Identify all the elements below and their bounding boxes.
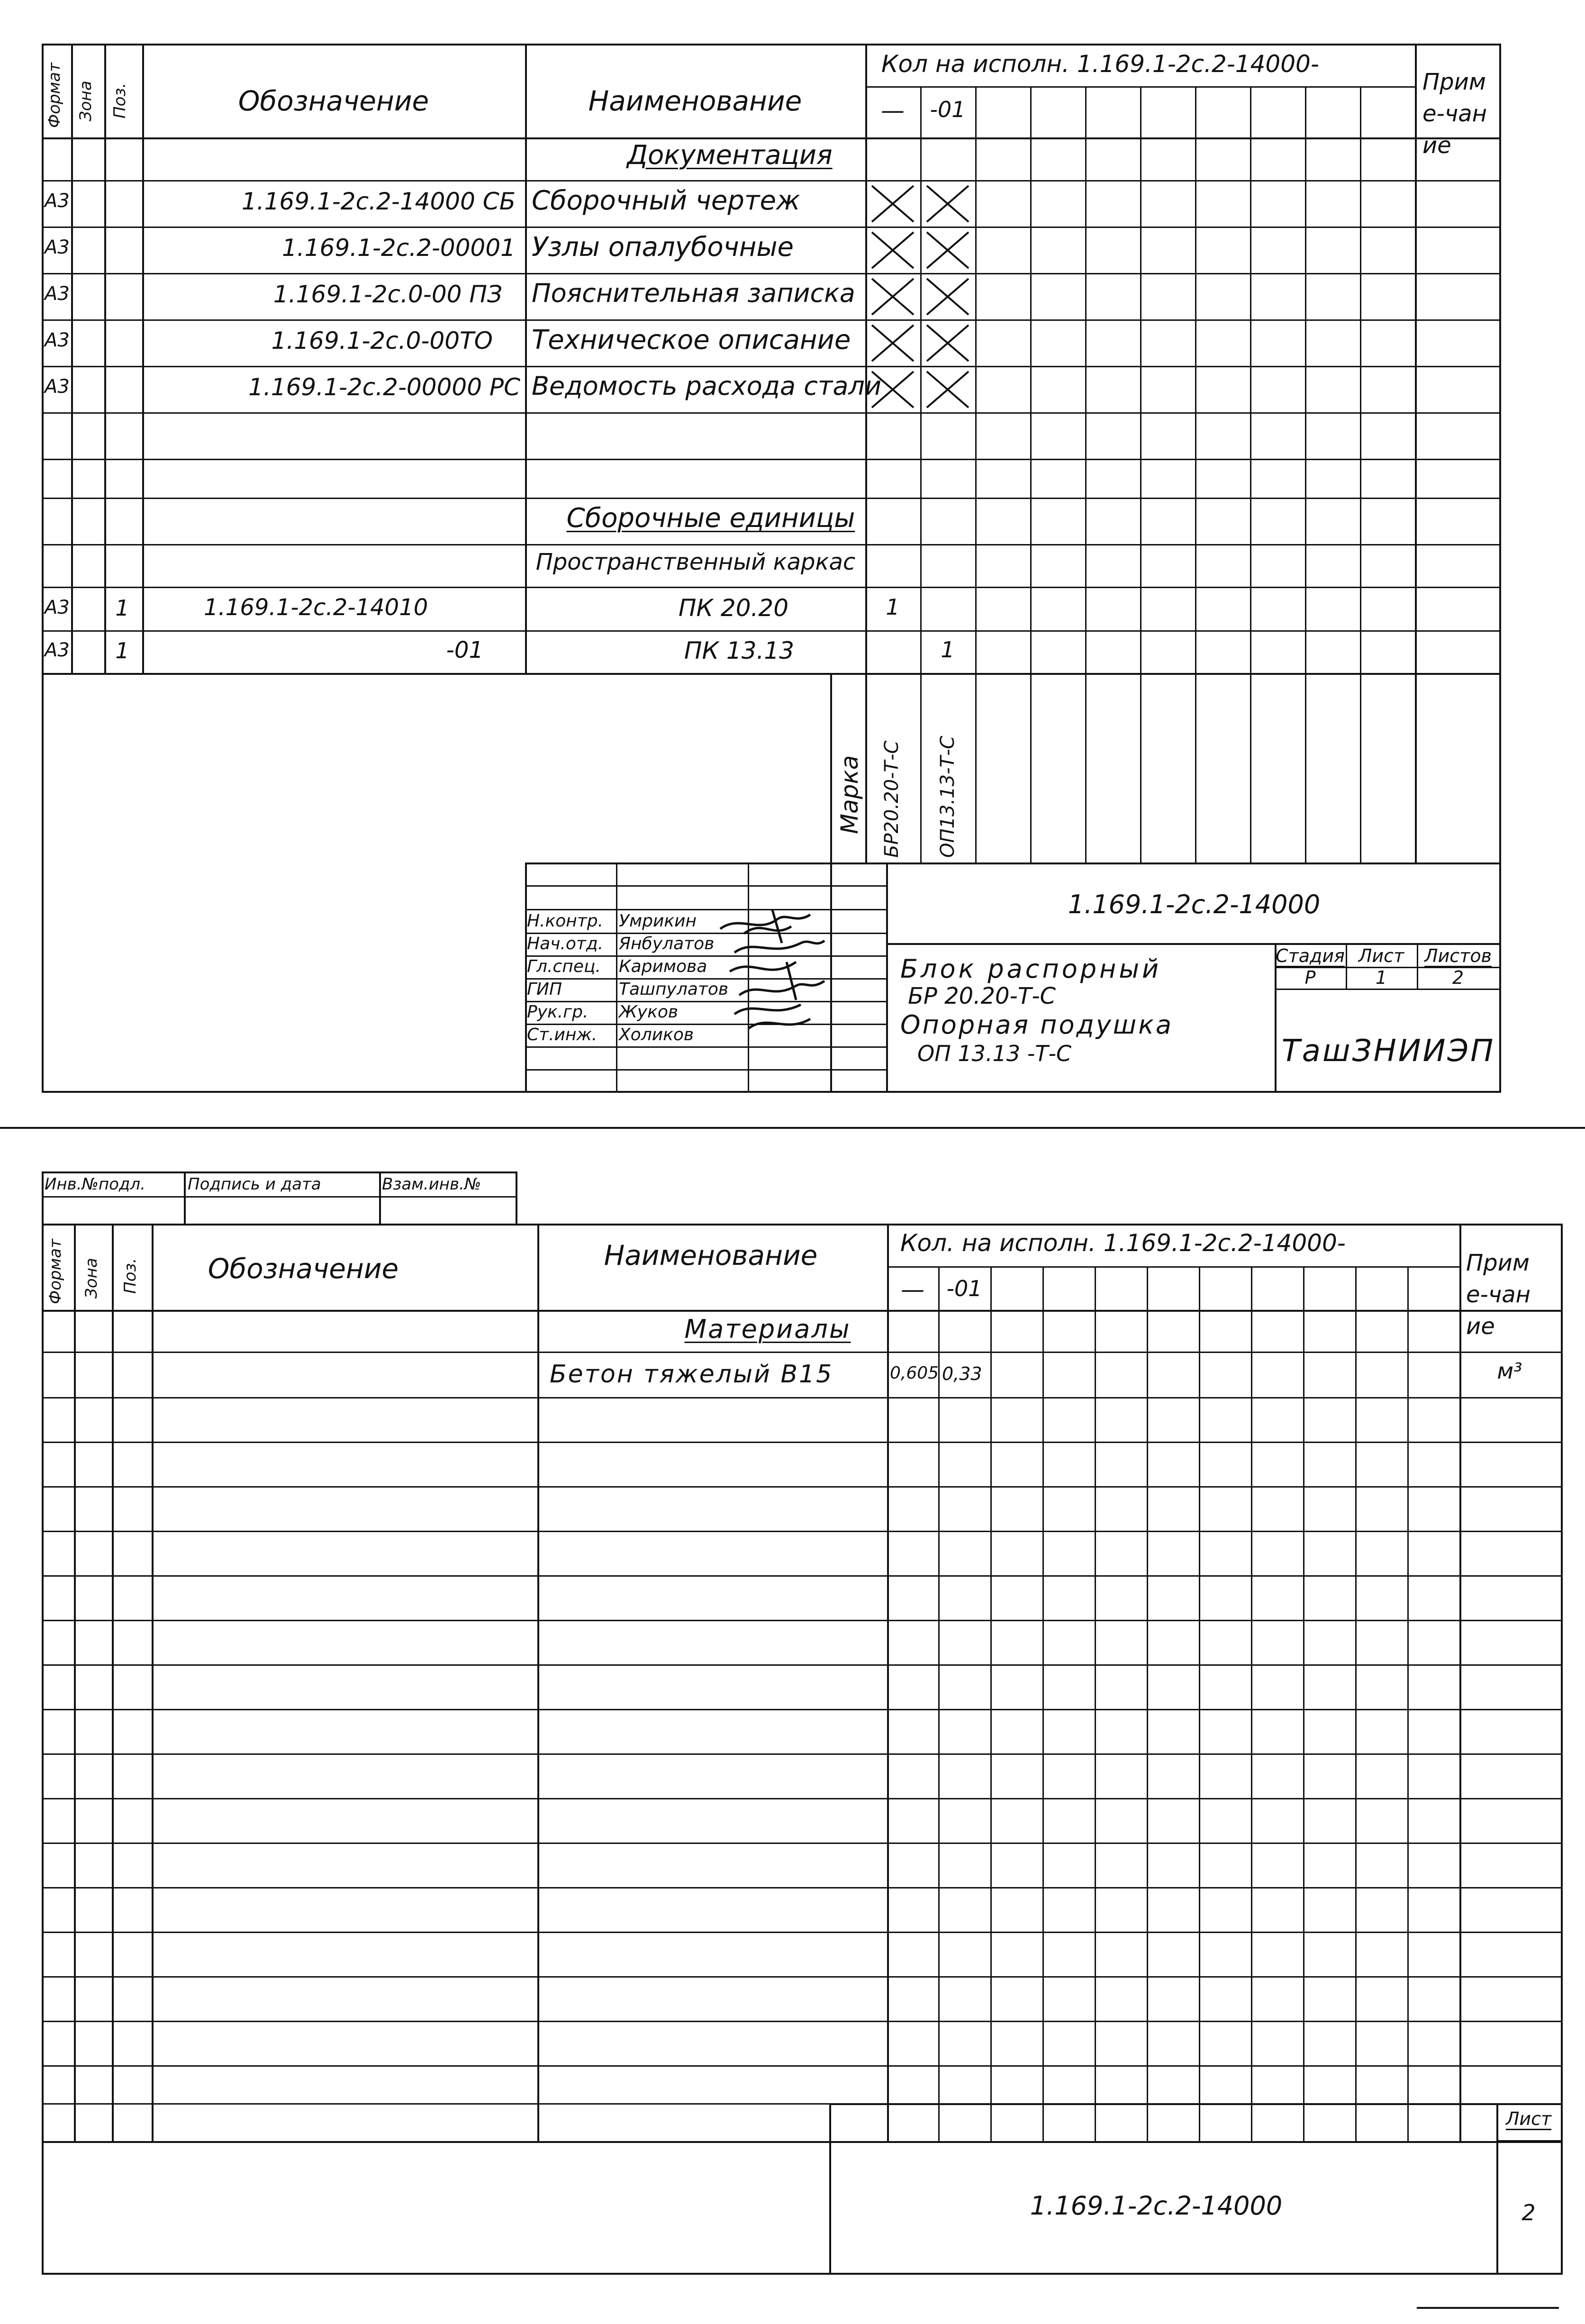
header-pos: Поз. <box>110 82 129 118</box>
header-zone: Зона <box>76 81 95 121</box>
stamp-sheet-label: Лист <box>1505 2108 1552 2129</box>
grid-h-4 <box>42 1486 1563 1488</box>
header-note: Приме-чание <box>1422 69 1487 159</box>
grid-h-11 <box>42 630 1501 632</box>
grid-v-qty-4 <box>1085 86 1087 863</box>
grid-h-2 <box>42 1397 1563 1398</box>
stamp-v-date <box>886 862 888 1091</box>
doc-row-name: Сборочный чертеж <box>532 185 800 216</box>
marka-label: Марка <box>836 755 863 834</box>
assembly-row-designation: -01 <box>446 637 483 663</box>
sheet-separator <box>0 1127 1585 1129</box>
grid-h-5 <box>42 1531 1563 1532</box>
frame-top <box>42 1224 1563 1226</box>
header-designation: Обозначение <box>208 1253 399 1285</box>
grid-v-qty-1 <box>920 86 922 863</box>
header-zone: Зона <box>82 1258 101 1298</box>
cross-mark <box>870 230 915 270</box>
grid-h-6 <box>42 412 1501 414</box>
grid-h-4 <box>42 319 1501 321</box>
grid-h-1 <box>42 180 1501 182</box>
frame-top <box>42 44 1501 45</box>
grid-v-name <box>887 1224 889 2141</box>
mark-br: БР20.20-Т-С <box>881 740 903 858</box>
cross-mark <box>925 277 970 317</box>
doc-row-designation: 1.169.1-2с.0-00 ПЗ <box>273 281 502 308</box>
stamp-title-line: Опорная подушка <box>900 1010 1173 1040</box>
grid-h-12 <box>42 1843 1563 1844</box>
grid-h-qty-split <box>887 1266 1459 1268</box>
stamp-v-sheet <box>1496 2103 1498 2274</box>
grid-v-qty-2 <box>975 86 977 863</box>
header-variant-dash: — <box>881 97 905 124</box>
stamp-v-sheets <box>1417 943 1418 989</box>
stamp-sheets-label: Листов <box>1424 945 1492 966</box>
cross-mark <box>870 323 915 363</box>
top-stamp-v2 <box>379 1171 381 1224</box>
top-stamp-v1 <box>184 1171 186 1224</box>
stamp-v-role <box>616 862 617 1091</box>
stamp-h-h <box>525 1046 886 1048</box>
signature-scribble <box>716 900 839 1043</box>
mark-op: ОП13.13-Т-С <box>937 735 959 858</box>
grid-v-note <box>1459 1224 1461 2141</box>
grid-h-19 <box>42 2141 1563 2143</box>
doc-row-designation: 1.169.1-2с.2-00000 РС <box>248 373 520 401</box>
assembly-row-qty-dash: 1 <box>886 594 900 620</box>
header-name: Наименование <box>604 1239 818 1271</box>
top-stamp-left <box>42 1171 44 1224</box>
stamp-role: Ст.инж. <box>527 1025 598 1044</box>
doc-row-designation: 1.169.1-2с.2-00001 <box>282 234 516 262</box>
grid-v-zone <box>112 1224 114 2141</box>
assembly-row-pos: 1 <box>115 638 129 663</box>
stamp-title-line: БР 20.20-Т-С <box>908 983 1056 1009</box>
cross-mark <box>870 277 915 317</box>
stamp-title-line: ОП 13.13 -Т-С <box>917 1041 1072 1066</box>
stamp-person: Каримова <box>619 957 707 976</box>
stamp-h-sheet <box>1496 2140 1563 2142</box>
grid-v-name <box>865 44 867 862</box>
assembly-row-qty-01: 1 <box>941 637 955 663</box>
stamp-top-line <box>829 2103 1563 2105</box>
top-stamp-signature-date: Подпись и дата <box>188 1175 321 1194</box>
grid-h-16 <box>42 2021 1563 2022</box>
stamp-h-code <box>886 943 1501 945</box>
bottom-mark-line <box>1417 2307 1559 2309</box>
stamp-left-line <box>829 2103 831 2274</box>
material-qty-01: 0,33 <box>942 1363 982 1384</box>
stamp-sheets: 2 <box>1452 967 1464 988</box>
stamp-role: Гл.спец. <box>527 957 601 976</box>
header-designation: Обозначение <box>238 85 429 117</box>
grid-h-7 <box>42 1620 1563 1621</box>
doc-row-name: Узлы опалубочные <box>532 232 794 263</box>
cross-mark <box>925 323 970 363</box>
grid-h-3 <box>42 273 1501 274</box>
grid-h-14 <box>42 1932 1563 1933</box>
grid-v-format <box>74 1224 76 2141</box>
stamp-role: Нач.отд. <box>527 934 604 953</box>
grid-h-9 <box>42 544 1501 545</box>
grid-h-2 <box>42 227 1501 228</box>
stamp-title-line: Блок распорный <box>900 954 1162 984</box>
doc-row-name: Ведомость расхода стали <box>532 371 882 401</box>
doc-row-name: Техническое описание <box>532 325 851 355</box>
stamp-person: Ташпулатов <box>619 980 729 999</box>
grid-h-11 <box>42 1798 1563 1799</box>
grid-h-1 <box>42 1352 1563 1353</box>
top-stamp-replace-inv: Взам.инв.№ <box>382 1175 481 1194</box>
section-assembly-units: Сборочные единицы <box>566 503 855 534</box>
assembly-row-format: А3 <box>45 639 70 661</box>
doc-row-format: А3 <box>45 236 70 258</box>
grid-h-8 <box>42 498 1501 499</box>
frame-left <box>42 1224 44 2274</box>
header-note: Приме-чание <box>1466 1250 1531 1340</box>
stamp-person: Жуков <box>619 1002 679 1022</box>
frame-right <box>1499 44 1501 1092</box>
grid-v-qty-7 <box>1250 86 1251 863</box>
frame-bottom <box>42 2273 1563 2275</box>
doc-row-designation: 1.169.1-2с.2-14000 СБ <box>241 188 516 215</box>
grid-h-6 <box>42 1575 1563 1577</box>
header-variant-01: -01 <box>946 1276 982 1301</box>
frame-left <box>42 44 44 1092</box>
grid-h-13 <box>42 1887 1563 1888</box>
top-stamp-mid <box>42 1196 517 1198</box>
material-name: Бетон тяжелый В15 <box>550 1360 833 1389</box>
stamp-person: Умрикин <box>619 911 697 931</box>
stamp-stage-label: Стадия <box>1276 945 1345 966</box>
top-stamp-inv-no: Инв.№подл. <box>45 1175 145 1194</box>
header-variant-01: -01 <box>930 97 966 122</box>
grid-h-12 <box>42 673 1501 675</box>
stamp-org: ТашЗНИИЭП <box>1281 1034 1495 1069</box>
grid-h-9 <box>42 1709 1563 1710</box>
grid-v-qty-9 <box>1360 86 1361 863</box>
header-pos: Поз. <box>121 1258 140 1294</box>
material-qty-dash: 0,605 <box>890 1363 939 1383</box>
header-format: Формат <box>45 63 64 128</box>
stamp-role: Рук.гр. <box>527 1002 589 1022</box>
stamp-person: Холиков <box>619 1025 694 1044</box>
cross-mark <box>925 370 970 409</box>
grid-v-pos <box>152 1224 154 2141</box>
cross-mark <box>925 184 970 224</box>
grid-h-qty-split <box>865 86 1415 88</box>
header-variant-dash: — <box>901 1276 924 1303</box>
grid-h-17 <box>42 2065 1563 2067</box>
stamp-sheet: 1 <box>1375 967 1387 988</box>
assembly-row-designation: 1.169.1-2с.2-14010 <box>204 594 428 621</box>
header-format: Формат <box>46 1239 65 1304</box>
doc-row-name: Пояснительная записка <box>532 278 855 308</box>
top-stamp-right <box>516 1171 517 1224</box>
grid-v-qty-6 <box>1195 86 1196 863</box>
grid-h-10 <box>42 587 1501 588</box>
assembly-row-name: ПК 20.20 <box>678 594 789 622</box>
header-qty: Кол. на исполн. 1.169.1-2с.2-14000- <box>900 1229 1346 1257</box>
grid-v-qty-3 <box>1030 86 1032 863</box>
grid-v-qty-8 <box>1305 86 1306 863</box>
grid-h-header <box>42 1310 1563 1312</box>
frame-right <box>1561 1224 1563 2274</box>
stamp-person: Янбулатов <box>619 934 715 953</box>
header-name: Наименование <box>588 85 802 117</box>
grid-h-15 <box>42 1976 1563 1978</box>
stamp-h-i <box>525 1069 886 1071</box>
stamp-sheet: 2 <box>1522 2200 1536 2225</box>
stamp-doc-code: 1.169.1-2с.2-14000 <box>1030 2191 1283 2221</box>
cross-mark <box>925 230 970 270</box>
doc-row-designation: 1.169.1-2с.0-00ТО <box>271 327 493 354</box>
stamp-top-line <box>525 862 1501 864</box>
frame-bottom <box>42 1091 1501 1093</box>
cross-mark <box>870 370 915 409</box>
assembly-row-pos: 1 <box>115 595 129 621</box>
grid-v-note <box>1415 44 1417 862</box>
header-qty: Кол на исполн. 1.169.1-2с.2-14000- <box>881 50 1319 78</box>
stamp-v-sheet <box>1346 943 1347 989</box>
grid-h-5 <box>42 366 1501 367</box>
grid-h-7 <box>42 459 1501 460</box>
stamp-role: Н.контр. <box>527 911 604 931</box>
stamp-h-stage-b <box>1275 989 1501 990</box>
grid-h-10 <box>42 1753 1563 1755</box>
grid-v-designation <box>537 1224 539 2141</box>
grid-h-header <box>42 137 1501 139</box>
grid-h-3 <box>42 1442 1563 1443</box>
cross-mark <box>870 184 915 224</box>
material-note: м³ <box>1497 1358 1522 1384</box>
grid-v-qty-5 <box>1140 86 1141 863</box>
doc-row-format: А3 <box>45 283 70 305</box>
doc-row-format: А3 <box>45 376 70 398</box>
assembly-row-name: ПК 13.13 <box>684 637 795 664</box>
assembly-row-format: А3 <box>45 597 70 618</box>
stamp-left-line <box>525 862 527 1091</box>
section-documentation: Документация <box>627 140 833 171</box>
section-spatial-frame: Пространственный каркас <box>535 549 856 575</box>
section-materials: Материалы <box>684 1314 851 1344</box>
doc-row-format: А3 <box>45 190 70 212</box>
doc-row-format: А3 <box>45 329 70 351</box>
stamp-h-a <box>525 885 886 887</box>
stamp-sheet-label: Лист <box>1358 945 1404 966</box>
top-stamp-top <box>42 1171 517 1173</box>
stamp-doc-code: 1.169.1-2с.2-14000 <box>1068 890 1321 919</box>
stamp-stage: Р <box>1304 967 1316 988</box>
stamp-role: ГИП <box>527 980 562 999</box>
grid-h-8 <box>42 1664 1563 1666</box>
